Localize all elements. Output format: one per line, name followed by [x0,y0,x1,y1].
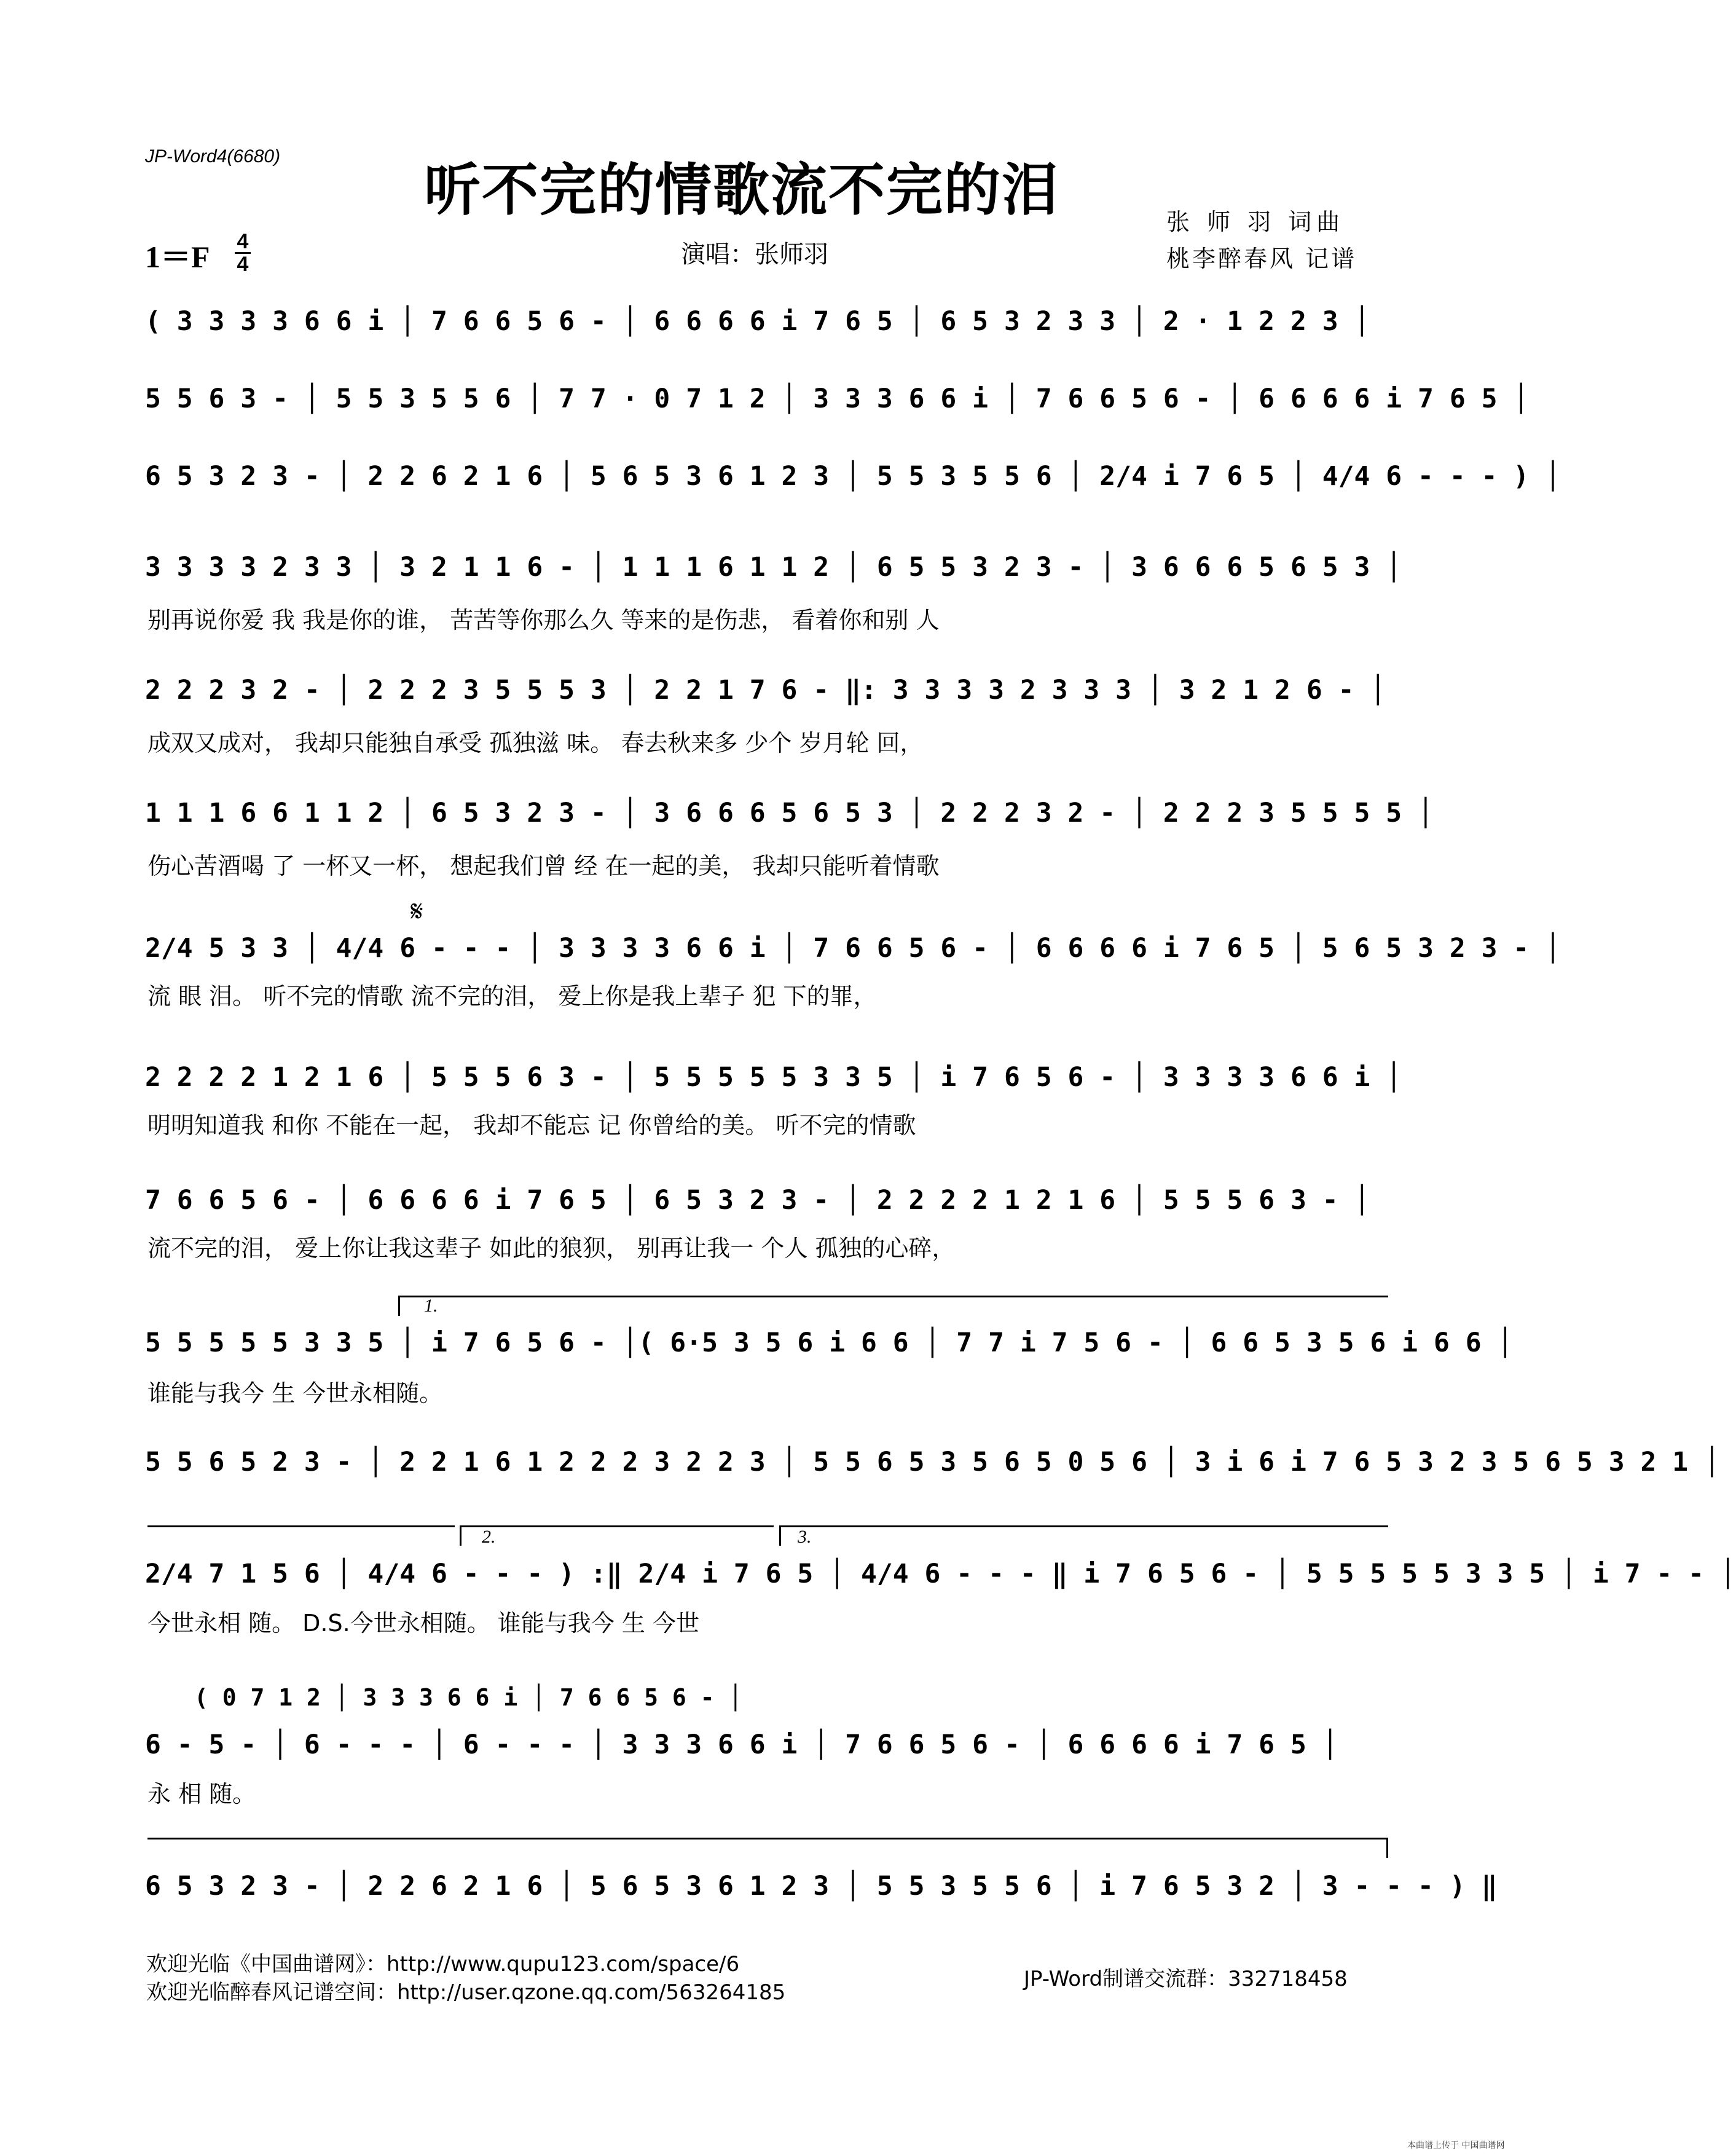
song-title: 听不完的情歌流不完的泪 [424,157,1060,223]
segno-sign: 𝄋 [410,894,423,929]
lyric-row-4: 别再说你爱 我 我是你的谁， 苦苦等你那么久 等来的是伤悲， 看着你和别 人 [147,607,940,634]
notation-row-13-upper: ( 0 7 1 2 │ 3 3 3 6 6 i │ 7 6 6 5 6 - │ [194,1684,743,1711]
notation-row-13: 6 - 5 - │ 6 - - - │ 6 - - - │ 3 3 3 6 6 i │ 7 6 6 5 6 - │ 6 6 6 6 i 7 6 5 │ [145,1729,1338,1760]
notation-row-4: 3 3 3 3 2 3 3 │ 3 2 1 1 6 - │ 1 1 1 6 1 1 2 │ 6 5 5 3 2 3 - │ 3 6 6 6 5 6 5 3 │ [145,552,1402,583]
singer-credit: 演唱：张师羽 [681,240,828,269]
lyric-row-13: 永 相 随。 [147,1780,256,1808]
notation-row-9: 7 6 6 5 6 - │ 6 6 6 6 i 7 6 5 │ 6 5 3 2 3 - │ 2 2 2 2 1 2 1 6 │ 5 5 5 6 3 - │ [145,1185,1370,1216]
lyric-row-12: 今世永相 随。 D.S.今世永相随。 谁能与我今 生 今世 [147,1610,699,1637]
notation-row-8: 2 2 2 2 1 2 1 6 │ 5 5 5 6 3 - │ 5 5 5 5 5 3 3 5 │ i 7 6 5 6 - │ 3 3 3 3 6 6 i │ [145,1062,1402,1093]
key-signature: 1＝F [145,240,210,274]
site-watermark: 本曲谱上传于 中国曲谱网 [1407,2141,1505,2150]
closing-bracket [147,1838,1388,1858]
notation-row-10: 5 5 5 5 5 3 3 5 │ i 7 6 5 6 - │( 6·5 3 5 6 i 6 6 │ 7 7 i 7 5 6 - │ 6 6 5 3 5 6 i 6 6 │ [145,1328,1514,1358]
volta-bracket-1 [398,1296,1388,1316]
notation-row-6: 1 1 1 6 6 1 1 2 │ 6 5 3 2 3 - │ 3 6 6 6 5 6 5 3 │ 2 2 2 3 2 - │ 2 2 2 3 5 5 5 5 │ [145,798,1434,828]
volta-label-1: 1. [424,1296,438,1316]
volta-label-3: 3. [798,1527,812,1547]
lyric-row-5: 成双又成对， 我却只能独自承受 孤独滋 味。 春去秋来多 少个 岁月轮 回， [147,730,924,757]
notation-row-14: 6 5 3 2 3 - │ 2 2 6 2 1 6 │ 5 6 5 3 6 1 2 3 │ 5 5 3 5 5 6 │ i 7 6 5 3 2 │ 3 - - - ) ‖ [145,1871,1498,1902]
footer-group: JP-Word制谱交流群：332718458 [1024,1967,1348,1991]
time-signature-bottom: 4 [237,253,249,276]
volta-label-2: 2. [482,1527,496,1547]
transcriber-credit: 桃李醉春风 记谱 [1166,245,1357,272]
lyric-row-7: 流 眼 泪。 听不完的情歌 流不完的泪， 爱上你是我上辈子 犯 下的罪， [147,983,877,1010]
notation-row-3: 6 5 3 2 3 - │ 2 2 6 2 1 6 │ 5 6 5 3 6 1 2 3 │ 5 5 3 5 5 6 │ 2/4 i 7 6 5 │ 4/4 6 - - - ) │ [145,461,1561,492]
notation-row-11: 5 5 6 5 2 3 - │ 2 2 1 6 1 2 2 2 3 2 2 3 │ 5 5 6 5 3 5 6 5 0 5 6 │ 3 i 6 i 7 6 5 3 2 3 5 6 5 3 2 1 │ [145,1447,1720,1477]
lyric-row-8: 明明知道我 和你 不能在一起， 我却不能忘 记 你曾给的美。 听不完的情歌 [147,1112,916,1139]
notation-row-2: 5 5 6 3 - │ 5 5 3 5 5 6 │ 7 7 · 0 7 1 2 │ 3 3 3 6 6 i │ 7 6 6 5 6 - │ 6 6 6 6 i 7 6 5 │ [145,384,1530,414]
volta-bracket-line [147,1525,455,1546]
volta-bracket-3 [779,1525,1388,1546]
lyric-row-6: 伤心苦酒喝 了 一杯又一杯， 想起我们曾 经 在一起的美， 我却只能听着情歌 [147,852,940,879]
volta-bracket-2 [460,1525,774,1546]
time-signature-top: 4 [237,230,249,253]
software-label: JP-Word4(6680) [145,146,281,167]
footer-link-1: 欢迎光临《中国曲谱网》：http://www.qupu123.com/space/6 [146,1952,740,1977]
notation-row-7: 2/4 5 3 3 │ 4/4 6 - - - │ 3 3 3 3 6 6 i │ 7 6 6 5 6 - │ 6 6 6 6 i 7 6 5 │ 5 6 5 3 2 3 - │ [145,933,1561,964]
composer-credit: 张 师 羽 词曲 [1166,208,1345,235]
time-signature [235,231,251,275]
notation-row-5: 2 2 2 3 2 - │ 2 2 2 3 5 5 5 3 │ 2 2 1 7 6 - ‖: 3 3 3 3 2 3 3 3 │ 3 2 1 2 6 - │ [145,675,1386,706]
lyric-row-10: 谁能与我今 生 今世永相随。 [147,1380,443,1407]
footer-link-2: 欢迎光临醉春风记谱空间：http://user.qzone.qq.com/563264185 [146,1980,786,2005]
notation-row-1: ( 3 3 3 3 6 6 i │ 7 6 6 5 6 - │ 6 6 6 6 i 7 6 5 │ 6 5 3 2 3 3 │ 2 · 1 2 2 3 │ [145,306,1370,337]
notation-row-12: 2/4 7 1 5 6 │ 4/4 6 - - - ) :‖ 2/4 i 7 6 5 │ 4/4 6 - - - ‖ i 7 6 5 6 - │ 5 5 5 5 5 3 3 5 │ i 7 - - │ [145,1559,1736,1589]
lyric-row-9: 流不完的泪， 爱上你让我这辈子 如此的狼狈， 别再让我一 个人 孤独的心碎， [147,1235,956,1262]
